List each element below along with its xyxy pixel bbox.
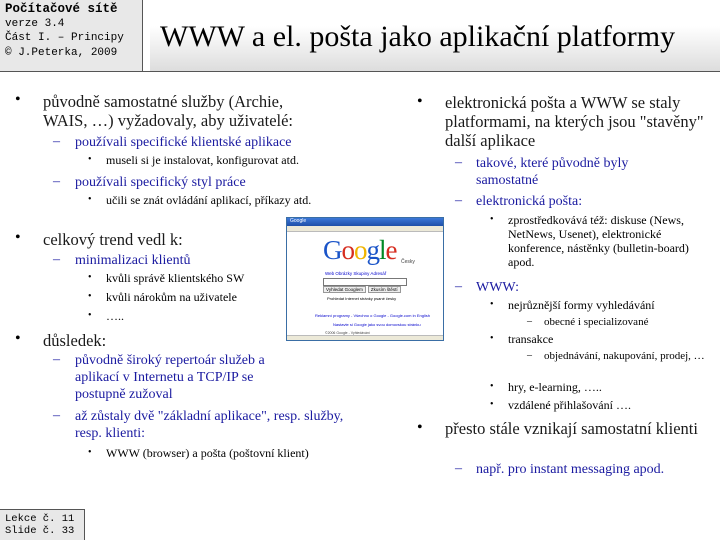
right-subsub-1: zprostředkovává též: diskuse (News, NetNews, Usenet), elektronické konference, nástěnky (bulletin-board) apod. — [508, 213, 689, 269]
dash-icon: – — [527, 316, 532, 327]
left-sub-4: původně široký repertoár služeb a aplikací v Internetu a TCP/IP se postupně zužoval — [75, 353, 265, 402]
left-bullet-3: důsledek: — [43, 331, 107, 350]
dash-icon: – — [455, 279, 462, 294]
author: © J.Peterka, 2009 — [5, 46, 118, 59]
bullet-icon: • — [490, 299, 494, 310]
part: Část I. – Principy — [5, 32, 124, 44]
bullet-icon: • — [490, 333, 494, 344]
right-bullet-1: elektronická pošta a WWW se staly platformami, na kterých jsou "stavěny" další aplikace — [445, 93, 704, 150]
bullet-icon: • — [490, 214, 494, 225]
bullet-icon: • — [15, 229, 21, 246]
right-sub-3: WWW: — [476, 280, 520, 295]
google-search-input — [323, 278, 407, 286]
left-subsub-2: učili se znát ovládání aplikací, příkazy atd. — [106, 193, 312, 207]
left-subsub-6: WWW (browser) a pošta (poštovní klient) — [106, 446, 309, 460]
dash-icon: – — [53, 352, 60, 367]
right-subsub-2: nejrůznější formy vyhledávání — [508, 298, 655, 312]
browser-titlebar — [287, 218, 443, 226]
left-subsub-5: ….. — [106, 309, 124, 323]
right-sub-4: např. pro instant messaging apod. — [476, 462, 665, 477]
right-bullet-2: přesto stále vznikají samostatní klienti — [445, 419, 698, 438]
bullet-icon: • — [88, 194, 92, 205]
browser-toolbar — [287, 226, 443, 232]
slide-footer — [0, 509, 85, 540]
left-subsub-3: kvůli správě klientského SW — [106, 271, 245, 285]
dash-icon: – — [455, 461, 462, 476]
version: verze 3.4 — [5, 17, 65, 30]
right-sub-2: elektronická pošta: — [476, 194, 583, 209]
right-subsub-5: vzdálené přihlašování …. — [508, 398, 631, 412]
slide-number: Slide č. 33 — [5, 525, 75, 537]
bullet-icon: • — [417, 93, 423, 110]
right-subsub-4: hry, e-learning, ….. — [508, 380, 602, 394]
dash-icon: – — [53, 408, 60, 423]
bullet-icon: • — [15, 330, 21, 347]
browser-window-screenshot — [286, 217, 444, 341]
bullet-icon: • — [88, 154, 92, 165]
google-logo: Google — [323, 235, 397, 265]
left-subsub-4: kvůli nárokům na uživatele — [106, 290, 237, 304]
google-tabs: Web Obrázky Skupiny Adresář — [325, 271, 387, 276]
dash-icon: – — [53, 134, 60, 149]
browser-statusbar — [287, 335, 443, 340]
right-subsubsub-2: objednávání, nakupování, prodej, … — [544, 350, 705, 362]
right-subsub-3: transakce — [508, 332, 554, 346]
left-subsub-1: museli si je instalovat, konfigurovat atd. — [106, 153, 299, 167]
left-sub-5: až zůstaly dvě "základní aplikace", resp. služby, resp. klienti: — [75, 409, 344, 441]
bullet-icon: • — [490, 381, 494, 392]
bullet-icon: • — [88, 272, 92, 283]
bullet-icon: • — [417, 419, 423, 436]
google-buttons — [323, 287, 403, 292]
left-sub-3: minimalizaci klientů — [75, 253, 191, 268]
lecture-number: Lekce č. 11 — [5, 513, 75, 525]
bullet-icon: • — [88, 291, 92, 302]
dash-icon: – — [455, 193, 462, 208]
bullet-icon: • — [15, 91, 21, 108]
course-name: Počítačové sítě — [5, 2, 118, 16]
google-homepage-link: Nastavte si Google jako svou domovskou stránku — [333, 322, 421, 327]
google-links: Reklamní programy - Všechno o Google - Google.com in English — [315, 313, 430, 318]
slide-title: WWW a el. pošta jako aplikační platformy — [160, 20, 676, 53]
left-sub-2: používali specifický styl práce — [75, 175, 246, 190]
google-locale: Česky — [401, 259, 415, 265]
google-radio-options: Prohledat Internet stránky psané česky — [327, 296, 397, 301]
browser-window-title: Google — [290, 218, 307, 224]
dash-icon: – — [53, 174, 60, 189]
dash-icon: – — [455, 155, 462, 170]
dash-icon: – — [53, 252, 60, 267]
title-bar — [143, 0, 720, 72]
google-lucky-button: Zkusím štěstí — [368, 286, 401, 293]
bullet-icon: • — [88, 447, 92, 458]
left-sub-1: používali specifické klientské aplikace — [75, 135, 292, 150]
right-subsubsub-1: obecné i specializované — [544, 316, 649, 328]
dash-icon: – — [527, 350, 532, 361]
right-sub-1: takové, které původně byly samostatné — [476, 156, 629, 188]
course-info-box — [0, 0, 143, 72]
bullet-icon: • — [490, 399, 494, 410]
google-copyright: ©2006 Google - Vyhledávání — [325, 331, 370, 335]
left-bullet-2: celkový trend vedl k: — [43, 230, 183, 249]
left-bullet-1: původně samostatné služby (Archie, WAIS, …) vyžadovaly, aby uživatelé: — [43, 92, 294, 130]
google-search-button: Vyhledat Googlem — [323, 286, 366, 293]
bullet-icon: • — [88, 310, 92, 321]
